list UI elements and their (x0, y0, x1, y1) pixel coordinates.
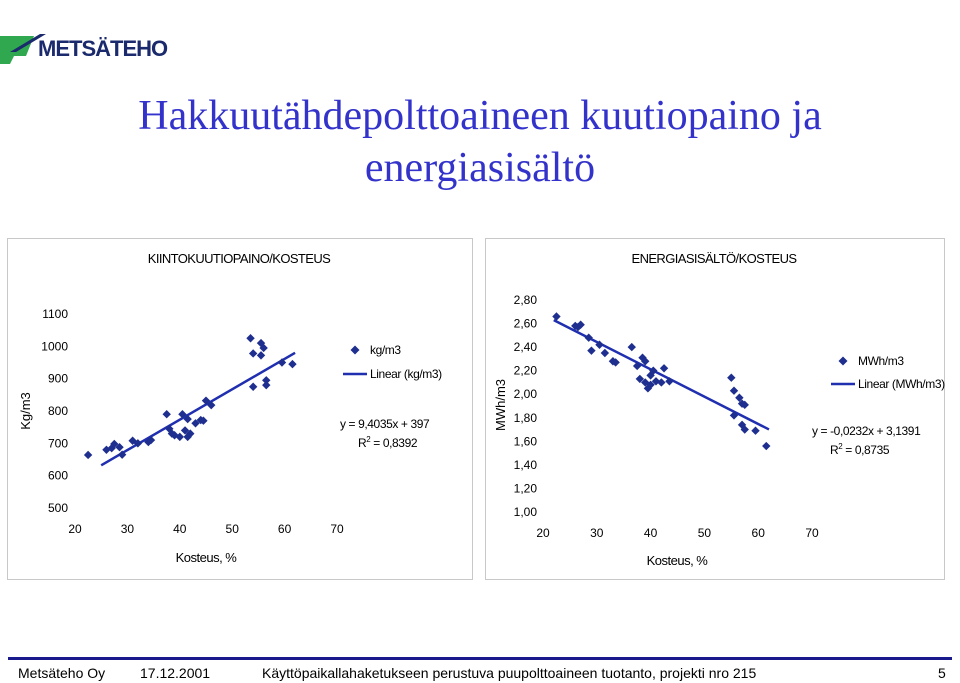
data-point-marker (552, 312, 560, 320)
chart-energy-title: ENERGIASISÄLTÖ/KOSTEUS (631, 251, 797, 266)
y-tick-label: 2,00 (513, 387, 537, 402)
y-tick-label: 2,80 (513, 293, 537, 307)
plot-area (543, 300, 812, 512)
x-tick-label: 60 (751, 526, 765, 540)
y-tick-label: 600 (47, 468, 68, 483)
footer-rule (8, 657, 952, 660)
y-axis-title: MWh/m3 (493, 379, 508, 431)
y-tick-label: 1,60 (513, 434, 537, 449)
trend-r-squared: $R^2 = 0,8735$ (830, 442, 890, 457)
y-axis-title: Kg/m3 (18, 392, 33, 430)
data-point-marker (730, 386, 738, 394)
y-tick-label: 2,20 (513, 363, 537, 378)
footer-project: Käyttöpaikallahaketukseen perustuva puupolttoaineen tuotanto, projekti nro 215 (262, 665, 757, 681)
y-tick-label: 1000 (41, 339, 68, 354)
y-tick-label: 1,00 (513, 505, 537, 519)
x-tick-label: 70 (330, 522, 344, 536)
y-tick-label: 2,40 (513, 340, 537, 355)
x-axis-title: Kosteus, % (175, 550, 237, 565)
y-tick-label: 1,20 (513, 481, 537, 496)
slide-title-line2: energiasisältö (364, 145, 596, 191)
x-tick-label: 20 (536, 526, 550, 540)
x-tick-label: 50 (225, 522, 239, 536)
y-tick-label: 500 (47, 501, 68, 515)
legend-trend-label: Linear (kg/m3) (370, 367, 442, 381)
data-point-marker (628, 343, 636, 351)
data-point-marker (751, 427, 759, 435)
trend-equation: y = 9,4035x + 397 (340, 417, 430, 431)
footer-company: Metsäteho Oy (18, 665, 106, 681)
legend-series-label: kg/m3 (370, 343, 401, 357)
footer-page: 5 (938, 665, 946, 681)
data-point-marker (660, 364, 668, 372)
data-point-marker (727, 374, 735, 382)
data-point-marker (657, 378, 665, 386)
trend-r-squared: $R^2 = 0,8392$ (358, 435, 418, 450)
x-tick-label: 30 (590, 526, 604, 540)
x-tick-label: 40 (643, 526, 658, 540)
legend-trend-label: Linear (MWh/m3) (858, 377, 945, 391)
data-point-marker (587, 346, 595, 354)
y-tick-label: 900 (47, 371, 68, 386)
trend-equation: y = -0,0232x + 3,1391 (812, 424, 921, 438)
x-tick-label: 60 (277, 522, 292, 536)
logo-text: METSÄTEHO (38, 36, 168, 61)
x-tick-label: 70 (805, 526, 819, 540)
legend-series-label: MWh/m3 (858, 354, 904, 368)
footer-series-label: Tuloskalvosarja (817, 636, 942, 656)
footer-date: 17.12.2001 (140, 665, 211, 681)
slide-title-line1: Hakkuutähdepolttoaineen kuutiopaino ja (138, 93, 822, 139)
y-tick-label: 1,40 (513, 457, 537, 472)
x-axis-title: Kosteus, % (646, 553, 708, 568)
y-tick-label: 700 (47, 436, 68, 451)
y-tick-label: 1,80 (513, 410, 537, 425)
x-tick-label: 30 (120, 522, 135, 536)
y-tick-label: 1100 (42, 307, 68, 321)
chart-weight-title: KIINTOKUUTIOPAINO/KOSTEUS (147, 251, 331, 266)
data-point-marker (762, 442, 770, 450)
data-point-marker (601, 349, 609, 357)
x-tick-label: 40 (173, 522, 187, 536)
y-tick-label: 2,60 (513, 316, 537, 331)
x-tick-label: 50 (697, 526, 712, 540)
x-tick-label: 20 (68, 522, 82, 536)
y-tick-label: 800 (47, 404, 68, 418)
legend-series-marker (839, 357, 848, 366)
